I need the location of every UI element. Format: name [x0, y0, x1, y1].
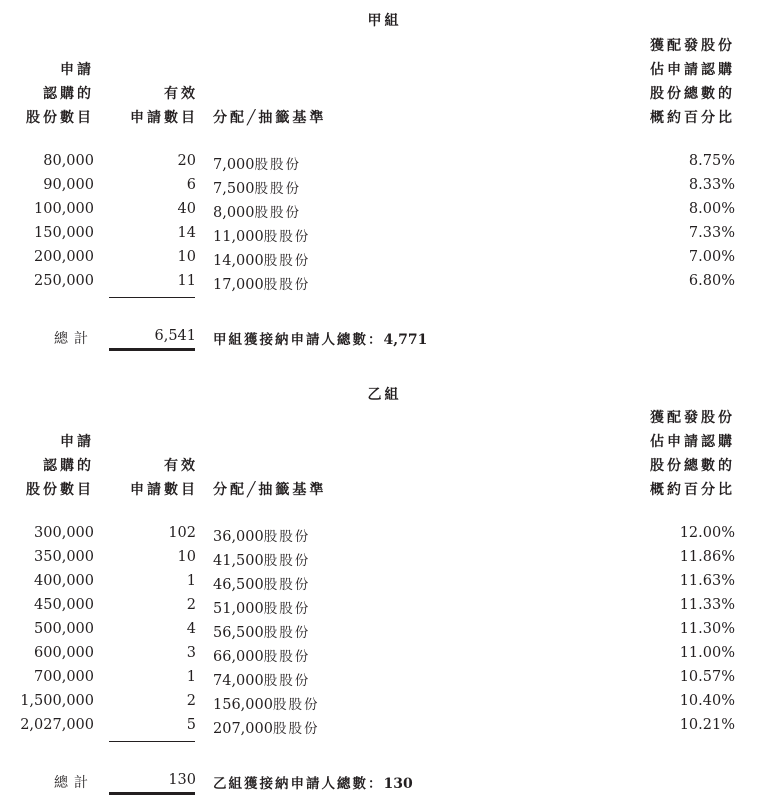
shares-applied-cell: 150,000	[34, 225, 94, 241]
table-row	[0, 597, 769, 621]
allotted-percentage-cell: 8.00%	[688, 201, 735, 217]
allotted-percentage-cell: 7.00%	[688, 249, 735, 265]
table-row	[0, 201, 769, 225]
shares-applied-cell: 250,000	[34, 273, 94, 289]
basis-shares-unit: 股股份	[263, 253, 311, 269]
allotted-percentage-cell: 11.30%	[679, 621, 735, 637]
valid-applications-cell: 6	[186, 177, 196, 193]
valid-applications-cell: 1	[186, 573, 196, 589]
shares-applied-cell: 1,500,000	[20, 693, 94, 709]
accepted-applicants-count: 130	[383, 776, 413, 792]
group-b-title: 乙組	[367, 387, 402, 403]
basis-shares-number: 56,500	[213, 625, 264, 641]
allocation-basis-cell	[213, 249, 310, 269]
group-b-total-double-line	[109, 792, 195, 795]
valid-applications-cell: 3	[186, 645, 196, 661]
table-row	[0, 645, 769, 669]
accepted-applicants-summary: 甲組獲接納申請人總數：4,771	[213, 332, 428, 348]
total-label: 總計	[54, 331, 94, 347]
table-row	[0, 717, 769, 741]
table-row	[0, 669, 769, 693]
basis-shares-unit: 股股份	[272, 721, 320, 737]
group-a-section	[0, 0, 769, 360]
table-row	[0, 621, 769, 645]
basis-shares-number: 51,000	[213, 601, 264, 617]
shares-applied-cell: 600,000	[34, 645, 94, 661]
basis-shares-unit: 股股份	[263, 277, 311, 293]
valid-applications-cell: 14	[177, 225, 196, 241]
header-shares-applied: 申請 認購的 股份數目	[26, 434, 94, 498]
group-a-subtotal-line	[109, 297, 195, 298]
shares-applied-cell: 80,000	[43, 153, 94, 169]
basis-shares-unit: 股股份	[254, 205, 302, 221]
header-valid-applications: 有效 申請數目	[130, 86, 198, 126]
allocation-basis-cell	[213, 597, 310, 617]
allotted-percentage-cell: 6.80%	[688, 273, 735, 289]
header-allotted-percentage: 獲配發股份 佔申請認購 股份總數的 概約百分比	[650, 410, 735, 498]
total-valid-applications: 130	[168, 772, 196, 788]
allocation-basis-cell	[213, 549, 310, 569]
shares-applied-cell: 200,000	[34, 249, 94, 265]
group-b-section	[0, 380, 769, 811]
basis-shares-number: 156,000	[213, 697, 273, 713]
allocation-basis-cell	[213, 525, 310, 545]
shares-applied-cell: 2,027,000	[20, 717, 94, 733]
allocation-basis-cell	[213, 645, 310, 665]
basis-shares-number: 8,000	[213, 205, 255, 221]
basis-shares-number: 17,000	[213, 277, 264, 293]
valid-applications-cell: 10	[177, 249, 196, 265]
valid-applications-cell: 2	[186, 693, 196, 709]
total-valid-applications: 6,541	[154, 328, 196, 344]
basis-shares-unit: 股股份	[263, 553, 311, 569]
shares-applied-cell: 300,000	[34, 525, 94, 541]
basis-shares-unit: 股股份	[254, 157, 302, 173]
basis-shares-unit: 股股份	[263, 649, 311, 665]
table-row	[0, 225, 769, 249]
shares-applied-cell: 100,000	[34, 201, 94, 217]
table-row	[0, 249, 769, 273]
total-label: 總計	[54, 775, 94, 791]
allotted-percentage-cell: 8.75%	[688, 153, 735, 169]
basis-shares-number: 207,000	[213, 721, 273, 737]
accepted-applicants-summary: 乙組獲接納申請人總數：130	[213, 776, 413, 792]
basis-shares-unit: 股股份	[263, 625, 311, 641]
basis-shares-number: 7,500	[213, 181, 255, 197]
allotted-percentage-cell: 7.33%	[688, 225, 735, 241]
basis-shares-number: 66,000	[213, 649, 264, 665]
basis-shares-number: 7,000	[213, 157, 255, 173]
table-row	[0, 153, 769, 177]
basis-shares-number: 74,000	[213, 673, 264, 689]
valid-applications-cell: 11	[177, 273, 196, 289]
basis-shares-number: 36,000	[213, 529, 264, 545]
basis-shares-unit: 股股份	[254, 181, 302, 197]
shares-applied-cell: 400,000	[34, 573, 94, 589]
accepted-applicants-count: 4,771	[383, 332, 428, 348]
allotted-percentage-cell: 11.00%	[679, 645, 735, 661]
allocation-basis-cell	[213, 693, 319, 713]
valid-applications-cell: 1	[186, 669, 196, 685]
header-allocation-basis: 分配╱抽籤基準	[213, 482, 327, 498]
basis-shares-number: 46,500	[213, 577, 264, 593]
valid-applications-cell: 2	[186, 597, 196, 613]
basis-shares-unit: 股股份	[263, 601, 311, 617]
allocation-basis-cell	[213, 177, 301, 197]
allotted-percentage-cell: 12.00%	[679, 525, 735, 541]
basis-shares-unit: 股股份	[263, 673, 311, 689]
shares-applied-cell: 350,000	[34, 549, 94, 565]
basis-shares-unit: 股股份	[272, 697, 320, 713]
valid-applications-cell: 102	[168, 525, 196, 541]
valid-applications-cell: 5	[186, 717, 196, 733]
header-allotted-percentage: 獲配發股份 佔申請認購 股份總數的 概約百分比	[650, 38, 735, 126]
allotted-percentage-cell: 10.57%	[679, 669, 735, 685]
allotted-percentage-cell: 11.33%	[679, 597, 735, 613]
allocation-basis-cell	[213, 153, 301, 173]
allotted-percentage-cell: 10.40%	[679, 693, 735, 709]
shares-applied-cell: 700,000	[34, 669, 94, 685]
shares-applied-cell: 90,000	[43, 177, 94, 193]
allocation-basis-cell	[213, 573, 310, 593]
group-b-subtotal-line	[109, 741, 195, 742]
basis-shares-unit: 股股份	[263, 529, 311, 545]
allotted-percentage-cell: 11.86%	[679, 549, 735, 565]
header-allocation-basis: 分配╱抽籤基準	[213, 110, 327, 126]
header-shares-applied: 申請 認購的 股份數目	[26, 62, 94, 126]
basis-shares-unit: 股股份	[263, 229, 311, 245]
allotted-percentage-cell: 10.21%	[679, 717, 735, 733]
table-row	[0, 549, 769, 573]
table-row	[0, 573, 769, 597]
allocation-basis-cell	[213, 273, 310, 293]
shares-applied-cell: 450,000	[34, 597, 94, 613]
group-a-total-double-line	[109, 348, 195, 351]
valid-applications-cell: 10	[177, 549, 196, 565]
allotted-percentage-cell: 11.63%	[679, 573, 735, 589]
basis-shares-number: 14,000	[213, 253, 264, 269]
valid-applications-cell: 40	[177, 201, 196, 217]
table-row	[0, 693, 769, 717]
table-row	[0, 273, 769, 297]
header-valid-applications: 有效 申請數目	[130, 458, 198, 498]
allocation-basis-cell	[213, 201, 301, 221]
allocation-basis-cell	[213, 717, 319, 737]
table-row	[0, 525, 769, 549]
valid-applications-cell: 20	[177, 153, 196, 169]
allocation-basis-cell	[213, 669, 310, 689]
group-a-title: 甲組	[367, 13, 402, 29]
allocation-basis-cell	[213, 621, 310, 641]
basis-shares-number: 41,500	[213, 553, 264, 569]
shares-applied-cell: 500,000	[34, 621, 94, 637]
basis-shares-unit: 股股份	[263, 577, 311, 593]
valid-applications-cell: 4	[186, 621, 196, 637]
table-row	[0, 177, 769, 201]
basis-shares-number: 11,000	[213, 229, 264, 245]
allocation-basis-cell	[213, 225, 310, 245]
allotted-percentage-cell: 8.33%	[688, 177, 735, 193]
